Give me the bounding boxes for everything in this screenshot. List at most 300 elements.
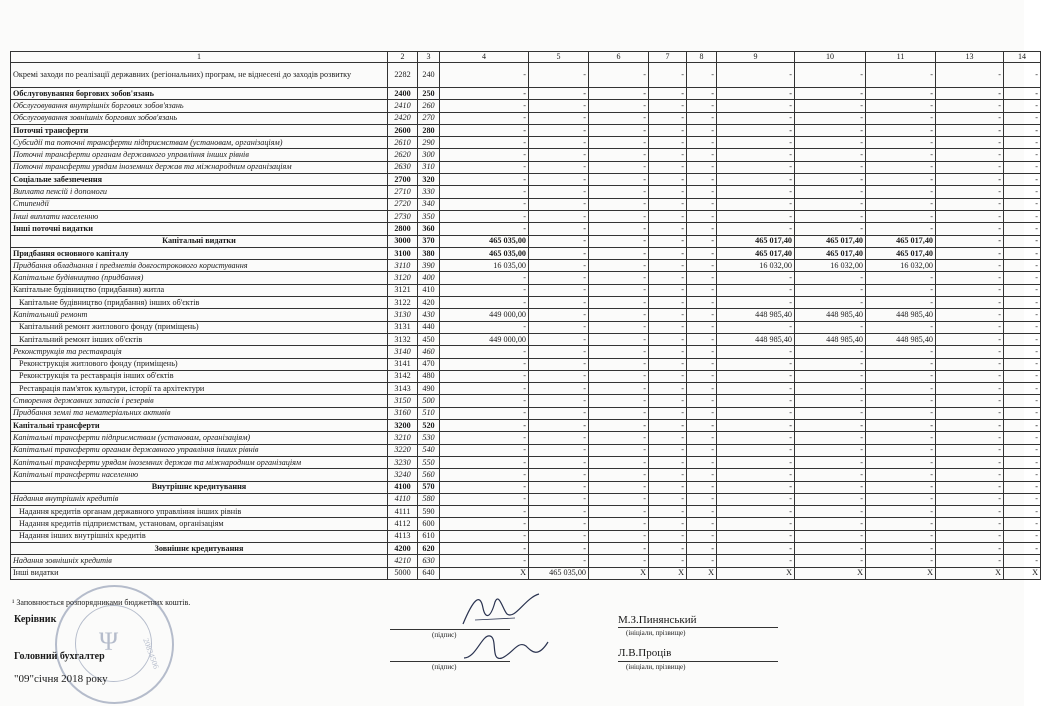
value-cell: - (649, 161, 687, 173)
accountant-signature-caption: (підпис) (432, 663, 457, 671)
value-cell: - (1004, 346, 1041, 358)
value-cell: 448 985,40 (795, 333, 866, 345)
row-code: 3230 (388, 456, 418, 468)
value-cell: - (936, 161, 1004, 173)
value-cell: X (866, 567, 936, 579)
value-cell: - (1004, 297, 1041, 309)
value-cell: X (717, 567, 795, 579)
value-cell: - (795, 100, 866, 112)
value-cell: 16 032,00 (795, 260, 866, 272)
value-cell: - (866, 407, 936, 419)
value-cell: - (529, 247, 589, 259)
row-number: 550 (418, 456, 440, 468)
value-cell: - (687, 198, 717, 210)
value-cell: - (936, 383, 1004, 395)
row-number: 310 (418, 161, 440, 173)
value-cell: - (795, 161, 866, 173)
row-code: 3132 (388, 333, 418, 345)
row-label: Капітальне будівництво (придбання) житла (11, 284, 388, 296)
row-label: Створення державних запасів і резервів (11, 395, 388, 407)
table-row (11, 542, 1041, 554)
value-cell: - (440, 284, 529, 296)
value-cell: - (795, 88, 866, 100)
value-cell: - (440, 432, 529, 444)
value-cell: - (795, 124, 866, 136)
document-date: "09"січня 2018 року (14, 673, 108, 685)
value-cell: - (440, 186, 529, 198)
value-cell: - (795, 542, 866, 554)
value-cell: - (589, 444, 649, 456)
row-code: 2600 (388, 124, 418, 136)
value-cell: - (717, 321, 795, 333)
value-cell: - (1004, 444, 1041, 456)
row-code: 2410 (388, 100, 418, 112)
value-cell: - (936, 247, 1004, 259)
value-cell: X (936, 567, 1004, 579)
value-cell: - (866, 297, 936, 309)
value-cell: - (589, 493, 649, 505)
table-row (11, 272, 1041, 284)
value-cell: - (440, 469, 529, 481)
row-number: 640 (418, 567, 440, 579)
value-cell: - (936, 432, 1004, 444)
row-label: Поточні трансферти (11, 124, 388, 136)
row-label: Капітальне будівництво (придбання) (11, 272, 388, 284)
row-number: 250 (418, 88, 440, 100)
value-cell: - (866, 63, 936, 88)
value-cell: - (936, 309, 1004, 321)
value-cell: - (717, 518, 795, 530)
value-cell: - (936, 530, 1004, 542)
row-code: 4111 (388, 506, 418, 518)
value-cell: - (795, 223, 866, 235)
value-cell: - (1004, 88, 1041, 100)
value-cell: - (795, 444, 866, 456)
value-cell: - (649, 112, 687, 124)
value-cell: - (440, 358, 529, 370)
value-cell: - (529, 198, 589, 210)
row-code: 4200 (388, 542, 418, 554)
table-row (11, 260, 1041, 272)
row-label: Придбання обладнання і предметів довгострокового користування (11, 260, 388, 272)
value-cell: - (589, 518, 649, 530)
row-code: 3130 (388, 309, 418, 321)
value-cell: - (795, 555, 866, 567)
value-cell: - (936, 63, 1004, 88)
row-code: 3141 (388, 358, 418, 370)
value-cell: - (936, 555, 1004, 567)
row-number: 340 (418, 198, 440, 210)
value-cell: - (649, 63, 687, 88)
value-cell: - (440, 149, 529, 161)
row-label: Надання зовнішніх кредитів (11, 555, 388, 567)
value-cell: - (1004, 112, 1041, 124)
row-label: Соціальне забезпечення (11, 174, 388, 186)
value-cell: 448 985,40 (866, 333, 936, 345)
value-cell: - (687, 444, 717, 456)
row-label: Поточні трансферти урядам іноземних держав та міжнародним організаціям (11, 161, 388, 173)
value-cell: - (529, 223, 589, 235)
value-cell: - (589, 297, 649, 309)
value-cell: - (589, 88, 649, 100)
value-cell: - (1004, 506, 1041, 518)
value-cell: - (866, 137, 936, 149)
value-cell: - (649, 284, 687, 296)
value-cell: - (795, 358, 866, 370)
value-cell: - (687, 174, 717, 186)
row-number: 450 (418, 333, 440, 345)
value-cell: - (936, 100, 1004, 112)
value-cell: - (717, 210, 795, 222)
column-header: 3 (418, 52, 440, 63)
value-cell: - (1004, 174, 1041, 186)
table-row (11, 567, 1041, 579)
value-cell: - (936, 420, 1004, 432)
row-number: 570 (418, 481, 440, 493)
value-cell: - (866, 112, 936, 124)
value-cell: - (936, 297, 1004, 309)
value-cell: - (589, 456, 649, 468)
signature-accountant (460, 628, 550, 668)
value-cell: - (589, 112, 649, 124)
row-number: 610 (418, 530, 440, 542)
value-cell: - (936, 235, 1004, 247)
row-number: 270 (418, 112, 440, 124)
value-cell: - (717, 432, 795, 444)
row-label: Реставрація пам'яток культури, історії та архітектури (11, 383, 388, 395)
value-cell: - (649, 149, 687, 161)
value-cell: - (440, 88, 529, 100)
value-cell: - (717, 149, 795, 161)
value-cell: 465 035,00 (529, 567, 589, 579)
value-cell: 16 035,00 (440, 260, 529, 272)
value-cell: - (936, 481, 1004, 493)
column-header: 6 (589, 52, 649, 63)
director-signature-line (390, 629, 510, 630)
value-cell: - (936, 358, 1004, 370)
value-cell: - (717, 223, 795, 235)
row-code: 3140 (388, 346, 418, 358)
table-row (11, 456, 1041, 468)
table-row (11, 358, 1041, 370)
row-label: Субсидії та поточні трансферти підприємствам (установам, організаціям) (11, 137, 388, 149)
value-cell: - (589, 395, 649, 407)
value-cell: - (936, 260, 1004, 272)
row-number: 260 (418, 100, 440, 112)
value-cell: - (936, 186, 1004, 198)
row-code: 3200 (388, 420, 418, 432)
table-row (11, 174, 1041, 186)
row-label: Внутрішнє кредитування (11, 481, 388, 493)
value-cell: - (795, 383, 866, 395)
value-cell: - (649, 444, 687, 456)
value-cell: - (589, 63, 649, 88)
value-cell: - (529, 88, 589, 100)
table-row (11, 518, 1041, 530)
value-cell: - (866, 444, 936, 456)
row-label: Обслуговування боргових зобов'язань (11, 88, 388, 100)
value-cell: X (649, 567, 687, 579)
value-cell: - (936, 395, 1004, 407)
value-cell: 465 017,40 (795, 235, 866, 247)
table-row (11, 444, 1041, 456)
row-number: 620 (418, 542, 440, 554)
row-number: 290 (418, 137, 440, 149)
value-cell: - (649, 297, 687, 309)
value-cell: - (936, 456, 1004, 468)
value-cell: - (649, 124, 687, 136)
value-cell: - (687, 260, 717, 272)
row-code: 4100 (388, 481, 418, 493)
value-cell: - (717, 100, 795, 112)
value-cell: - (1004, 63, 1041, 88)
table-row (11, 420, 1041, 432)
value-cell: 465 017,40 (717, 247, 795, 259)
table-row (11, 88, 1041, 100)
value-cell: - (649, 518, 687, 530)
value-cell: - (795, 506, 866, 518)
value-cell: - (1004, 198, 1041, 210)
director-label: Керівник (14, 614, 57, 625)
table-row (11, 346, 1041, 358)
value-cell: - (936, 493, 1004, 505)
value-cell: - (1004, 235, 1041, 247)
value-cell: - (717, 493, 795, 505)
value-cell: - (649, 370, 687, 382)
row-number: 380 (418, 247, 440, 259)
value-cell: - (529, 456, 589, 468)
value-cell: - (1004, 284, 1041, 296)
value-cell: 448 985,40 (717, 309, 795, 321)
row-label: Надання внутрішніх кредитів (11, 493, 388, 505)
value-cell: - (795, 198, 866, 210)
value-cell: - (795, 530, 866, 542)
row-code: 3000 (388, 235, 418, 247)
value-cell: - (866, 555, 936, 567)
value-cell: - (795, 420, 866, 432)
value-cell: - (440, 407, 529, 419)
value-cell: - (649, 346, 687, 358)
value-cell: - (649, 358, 687, 370)
value-cell: 16 032,00 (717, 260, 795, 272)
value-cell: 448 985,40 (866, 309, 936, 321)
value-cell: - (1004, 272, 1041, 284)
value-cell: - (649, 137, 687, 149)
row-number: 370 (418, 235, 440, 247)
value-cell: - (440, 297, 529, 309)
table-row (11, 407, 1041, 419)
value-cell: - (440, 530, 529, 542)
value-cell: - (936, 333, 1004, 345)
value-cell: - (717, 530, 795, 542)
value-cell: - (795, 469, 866, 481)
value-cell: - (717, 124, 795, 136)
value-cell: - (529, 272, 589, 284)
table-row (11, 100, 1041, 112)
value-cell: - (936, 272, 1004, 284)
value-cell: - (866, 420, 936, 432)
row-code: 4112 (388, 518, 418, 530)
value-cell: - (687, 395, 717, 407)
value-cell: - (649, 88, 687, 100)
column-header: 14 (1004, 52, 1041, 63)
row-number: 630 (418, 555, 440, 567)
value-cell: - (687, 321, 717, 333)
value-cell: - (936, 210, 1004, 222)
value-cell: - (529, 124, 589, 136)
row-label: Реконструкція житлового фонду (приміщень) (11, 358, 388, 370)
value-cell: - (529, 186, 589, 198)
value-cell: - (649, 198, 687, 210)
value-cell: - (687, 297, 717, 309)
value-cell: - (866, 210, 936, 222)
value-cell: - (589, 149, 649, 161)
value-cell: - (717, 370, 795, 382)
column-header: 11 (866, 52, 936, 63)
value-cell: - (1004, 333, 1041, 345)
value-cell: - (866, 530, 936, 542)
column-header: 8 (687, 52, 717, 63)
value-cell: - (1004, 383, 1041, 395)
value-cell: - (589, 247, 649, 259)
row-number: 510 (418, 407, 440, 419)
value-cell: - (687, 272, 717, 284)
value-cell: - (529, 370, 589, 382)
value-cell: - (649, 186, 687, 198)
row-number: 330 (418, 186, 440, 198)
value-cell: - (589, 161, 649, 173)
row-label: Капітальні трансферти урядам іноземних держав та міжнародним організаціям (11, 456, 388, 468)
value-cell: - (936, 444, 1004, 456)
row-label: Виплата пенсій і допомоги (11, 186, 388, 198)
table-row (11, 481, 1041, 493)
value-cell: - (936, 506, 1004, 518)
director-name: М.З.Пинянський (618, 614, 697, 626)
row-code: 3210 (388, 432, 418, 444)
value-cell: - (687, 247, 717, 259)
value-cell: - (589, 235, 649, 247)
value-cell: - (866, 124, 936, 136)
column-header: 9 (717, 52, 795, 63)
value-cell: X (687, 567, 717, 579)
value-cell: - (1004, 542, 1041, 554)
row-number: 410 (418, 284, 440, 296)
table-row (11, 297, 1041, 309)
table-row (11, 370, 1041, 382)
column-header: 2 (388, 52, 418, 63)
value-cell: - (589, 272, 649, 284)
value-cell: - (649, 235, 687, 247)
value-cell: - (717, 198, 795, 210)
row-label: Капітальні трансферти (11, 420, 388, 432)
value-cell: - (687, 506, 717, 518)
row-code: 2800 (388, 223, 418, 235)
value-cell: - (589, 137, 649, 149)
value-cell: - (529, 333, 589, 345)
value-cell: - (936, 112, 1004, 124)
header-row (11, 52, 1041, 63)
row-label: Капітальні трансферти підприємствам (установам, організаціям) (11, 432, 388, 444)
value-cell: X (795, 567, 866, 579)
row-number: 530 (418, 432, 440, 444)
value-cell: - (717, 112, 795, 124)
table-row (11, 284, 1041, 296)
value-cell: - (649, 272, 687, 284)
value-cell: - (795, 395, 866, 407)
value-cell: - (687, 370, 717, 382)
value-cell: - (589, 210, 649, 222)
row-code: 3120 (388, 272, 418, 284)
value-cell: - (717, 186, 795, 198)
value-cell: - (717, 161, 795, 173)
row-code: 3240 (388, 469, 418, 481)
value-cell: - (717, 88, 795, 100)
row-label: Обслуговування зовнішніх боргових зобов'язань (11, 112, 388, 124)
value-cell: - (529, 112, 589, 124)
row-number: 500 (418, 395, 440, 407)
value-cell: - (440, 137, 529, 149)
value-cell: - (589, 124, 649, 136)
value-cell: - (687, 63, 717, 88)
value-cell: - (529, 383, 589, 395)
row-code: 2420 (388, 112, 418, 124)
value-cell: - (687, 186, 717, 198)
value-cell: - (866, 542, 936, 554)
column-header: 5 (529, 52, 589, 63)
value-cell: - (589, 469, 649, 481)
value-cell: - (1004, 309, 1041, 321)
row-label: Капітальні трансферти населенню (11, 469, 388, 481)
value-cell: - (440, 272, 529, 284)
value-cell: - (589, 284, 649, 296)
value-cell: - (717, 63, 795, 88)
value-cell: - (440, 370, 529, 382)
value-cell: - (529, 542, 589, 554)
value-cell: - (795, 112, 866, 124)
value-cell: X (440, 567, 529, 579)
value-cell: - (687, 333, 717, 345)
value-cell: - (1004, 456, 1041, 468)
table-row (11, 309, 1041, 321)
row-label: Придбання землі та нематеріальних активів (11, 407, 388, 419)
value-cell: - (529, 321, 589, 333)
value-cell: - (936, 198, 1004, 210)
value-cell: - (795, 456, 866, 468)
row-number: 520 (418, 420, 440, 432)
row-label: Окремі заходи по реалізації державних (регіональних) програм, не віднесені до заходів розвитку (11, 63, 388, 88)
value-cell: - (866, 493, 936, 505)
value-cell: - (440, 321, 529, 333)
row-code: 2400 (388, 88, 418, 100)
value-cell: - (795, 137, 866, 149)
row-label: Стипендії (11, 198, 388, 210)
value-cell: - (687, 284, 717, 296)
value-cell: - (589, 321, 649, 333)
value-cell: - (936, 518, 1004, 530)
value-cell: - (1004, 555, 1041, 567)
accountant-name-caption: (ініціали, прізвище) (626, 663, 686, 671)
table-row (11, 161, 1041, 173)
value-cell: - (687, 137, 717, 149)
row-code: 2282 (388, 63, 418, 88)
value-cell: - (866, 186, 936, 198)
value-cell: - (687, 432, 717, 444)
value-cell: - (687, 481, 717, 493)
value-cell: - (589, 481, 649, 493)
row-number: 560 (418, 469, 440, 481)
row-number: 390 (418, 260, 440, 272)
table-row (11, 469, 1041, 481)
